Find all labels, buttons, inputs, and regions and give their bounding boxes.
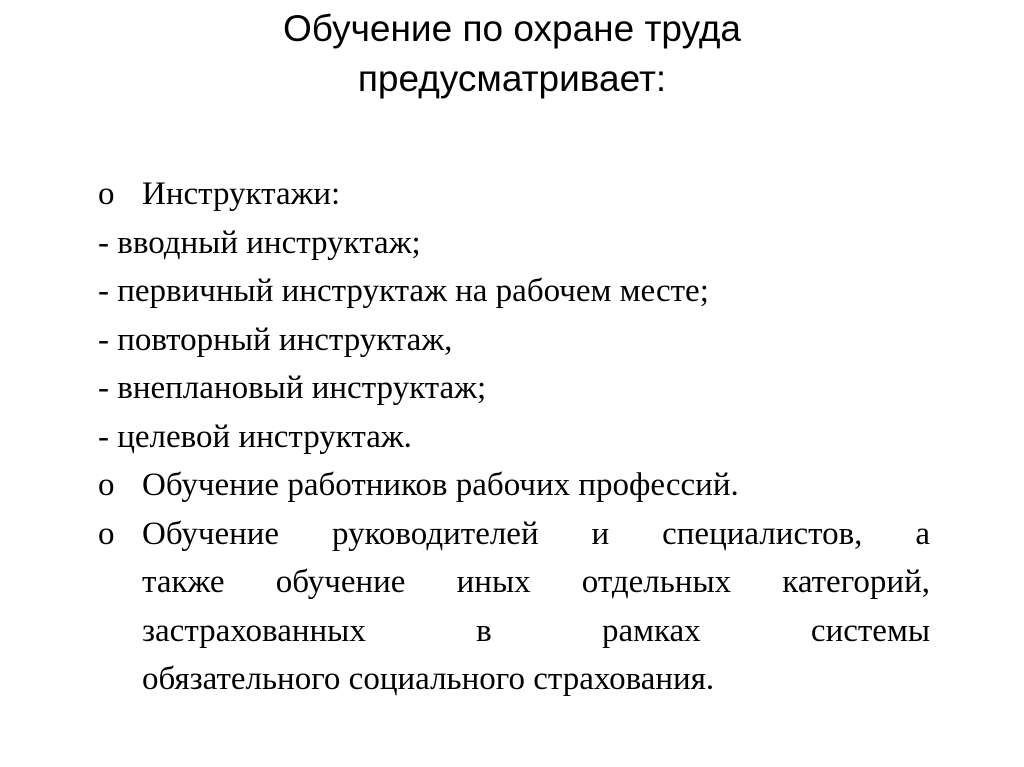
list-item-line-4: обязательного социального страхования.	[142, 661, 715, 697]
list-item-line-3: застрахованных в рамках системы	[142, 612, 930, 649]
list-item-workers-training	[98, 461, 930, 510]
list-item-line-1: Обучение руководителей и специалистов, а	[142, 515, 930, 552]
sub-item-text: целевой инструктаж.	[117, 418, 412, 455]
slide-title	[0, 4, 1024, 104]
dash-icon: -	[98, 273, 109, 309]
sub-item-text: первичный инструктаж на рабочем месте;	[117, 273, 709, 309]
list-item-text: Инструктажи:	[142, 176, 341, 212]
list-item-managers-training	[98, 510, 930, 704]
bullet-circle-icon: o	[98, 467, 115, 503]
list-item-text: Обучение работников рабочих профессий.	[142, 467, 739, 503]
title-line-1: Обучение по охране труда	[282, 8, 742, 49]
sub-item-targeted	[98, 413, 930, 462]
bullet-circle-icon: o	[98, 515, 115, 552]
dash-icon: -	[98, 224, 109, 261]
dash-icon: -	[98, 370, 109, 406]
dash-icon: -	[98, 321, 109, 358]
bullet-circle-icon: o	[98, 176, 115, 212]
dash-icon: -	[98, 418, 109, 455]
sub-item-repeated	[98, 316, 930, 365]
sub-item-introductory	[98, 219, 930, 268]
sub-item-text: внеплановый инструктаж;	[117, 370, 487, 406]
sub-item-primary	[98, 267, 930, 316]
title-line-2: предусматривает:	[357, 58, 667, 99]
slide-body	[98, 170, 930, 704]
list-item-line-2: также обучение иных отдельных категорий,	[142, 564, 930, 600]
list-item-instructions	[98, 170, 930, 219]
sub-item-text: вводный инструктаж;	[117, 224, 421, 261]
sub-item-unscheduled	[98, 364, 930, 413]
sub-item-text: повторный инструктаж,	[117, 321, 453, 358]
